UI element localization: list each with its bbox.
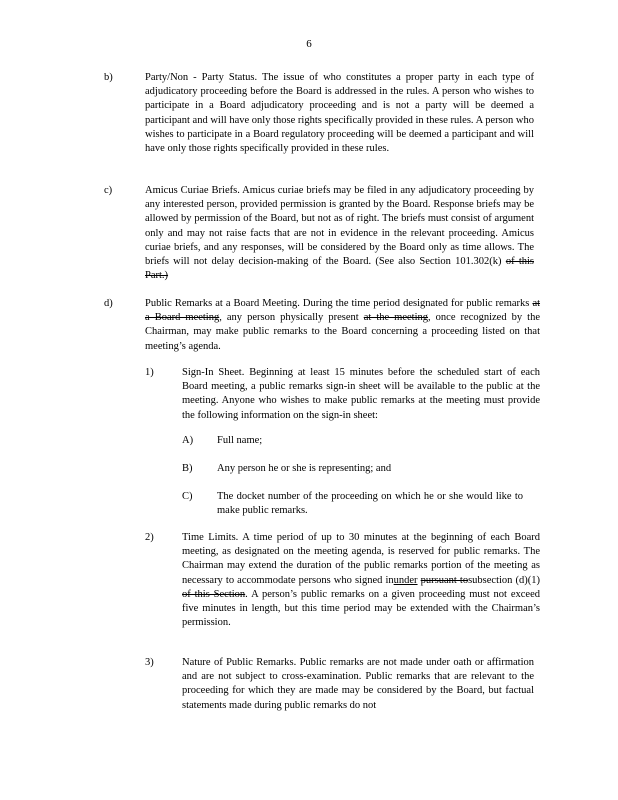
section-d-label: d) xyxy=(104,298,113,309)
section-c-label: c) xyxy=(104,185,113,196)
section-d-text-3: , once recognized by the Chairman, may make public remarks to the Board concerning a proceeding listed on that meeting’s agenda. xyxy=(145,312,540,352)
section-b-label: b) xyxy=(104,72,113,83)
subsection-3-label: 3) xyxy=(145,657,154,668)
subsection-1A-text: Full name; xyxy=(217,435,263,446)
section-d-text-2: , any person physically present xyxy=(219,312,359,324)
section-d-text-1: Public Remarks at a Board Meeting. During the time period designated for public remarks xyxy=(145,298,530,309)
section-d-text xyxy=(145,297,540,354)
subsection-1A-label: A) xyxy=(182,435,194,446)
section-c-main: Amicus Curiae Briefs. Amicus curiae briefs may be filed in any adjudicatory proceeding by any interested person, provided permission is granted by the Board. Response briefs may be allowed by permission of the Board, but not as of right. The briefs must consist of argument only and may not raise facts that are not in evidence in the relevant proceeding. Amicus curiae briefs, and any responses, will be considered by the Board only as time allows. The briefs will not delay decision-making of the Board. (See also Section 101.302(k) xyxy=(145,185,534,268)
subsection-2-text-2: subsection (d)(1) xyxy=(468,574,541,586)
subsection-1B-text: Any person he or she is representing; and xyxy=(217,463,392,474)
subsection-1-label: 1) xyxy=(145,367,154,378)
subsection-3-text: Nature of Public Remarks. Public remarks are not made under oath or affirmation and are not subject to cross-examination. Public remarks that are relevant to the proceeding for which they are made may be considered by the Board, but factual statements made during public remarks do not xyxy=(182,657,534,711)
section-b-text: Party/Non - Party Status. The issue of who constitutes a proper party in each type of adjudicatory proceeding before the Board is addressed in the rules. A person who wishes to participate in a Board adjudicatory proceeding and is not a party will be deemed a participant and will have only those rights specifically provided in these rules. A person who wishes to participate in a Board regulatory proceeding will be deemed a participant and will have only those rights specifically provided in these rules. xyxy=(145,72,534,155)
subsection-1-text: Sign-In Sheet. Beginning at least 15 minutes before the scheduled start of each Board meeting, a public remarks sign-in sheet will be available to the public at the meeting. Anyone who wishes to make public remarks at the meeting must provide the following information on the sign-in sheet: xyxy=(182,367,540,421)
section-c-struck: of this Part.) xyxy=(145,256,534,282)
section-d-struck-1: at a Board meeting xyxy=(145,298,541,324)
subsection-2-text-1: Time Limits. A time period of up to 30 minutes at the beginning of each Board meeting, as designated on the meeting agenda, is reserved for public remarks. The Chairman may extend the duration of the public remarks portion of the meeting as necessary to accommodate persons who signed in xyxy=(182,532,540,586)
section-d-struck-2: at the meeting xyxy=(363,312,429,324)
page-number: 6 xyxy=(306,38,312,50)
subsection-2-struck-1: pursuant to xyxy=(420,574,469,586)
subsection-1B-label: B) xyxy=(182,463,193,474)
section-c-text xyxy=(145,184,534,283)
subsection-2-text xyxy=(182,531,540,630)
subsection-1C-label: C) xyxy=(182,491,193,502)
subsection-2-text-3: . A person’s public remarks on a given proceeding must not exceed five minutes in length, but this time period may be extended with the Chairman’s permission. xyxy=(182,588,540,629)
subsection-1C-text: The docket number of the proceeding on which he or she would like to make public remarks. xyxy=(217,491,523,517)
subsection-2-struck-2: of this Section xyxy=(182,588,246,600)
subsection-2-label: 2) xyxy=(145,532,154,543)
subsection-2-underlined: under xyxy=(393,574,418,586)
